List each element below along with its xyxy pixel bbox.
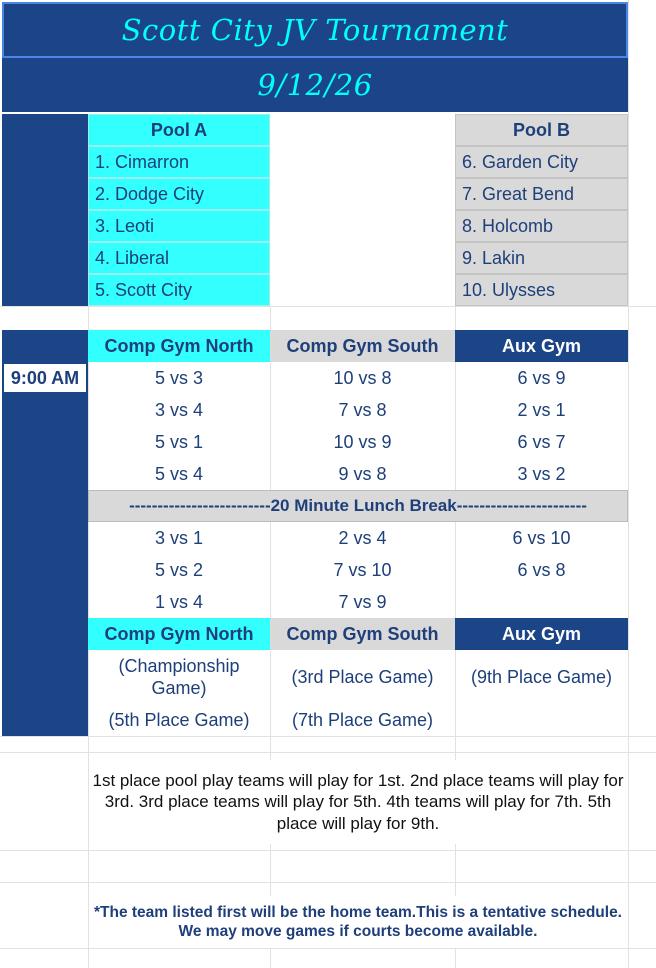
pool-b-team[interactable]: 6. Garden City xyxy=(455,146,628,178)
start-time[interactable]: 9:00 AM xyxy=(2,362,88,394)
game-cell[interactable]: 2 vs 4 xyxy=(338,527,387,548)
gridline xyxy=(0,306,656,307)
game-cell[interactable] xyxy=(455,586,628,618)
game-cell[interactable]: 6 vs 7 xyxy=(517,431,566,452)
game-cell[interactable]: 1 vs 4 xyxy=(154,591,204,612)
pool-left-margin xyxy=(2,114,88,306)
pool-a-team[interactable]: 5. Scott City xyxy=(88,274,270,306)
pool-a-team[interactable]: 1. Cimarron xyxy=(88,146,270,178)
game-cell[interactable]: 5 vs 4 xyxy=(154,463,204,484)
gridline xyxy=(628,0,629,968)
lunch-break-banner[interactable]: -------------------------20 Minute Lunch Break----------------------- xyxy=(88,490,628,522)
game-cell[interactable]: 2 vs 1 xyxy=(517,399,566,420)
game-cell[interactable]: 5 vs 1 xyxy=(154,431,204,452)
tournament-date: 9/12/26 xyxy=(257,67,373,102)
gridline xyxy=(0,882,656,883)
game-cell[interactable]: 7 vs 8 xyxy=(338,399,387,420)
court-header-aux[interactable]: Aux Gym xyxy=(455,330,628,362)
gridline xyxy=(0,736,656,737)
placement-game-cell[interactable]: (3rd Place Game) xyxy=(291,666,434,687)
game-cell[interactable]: 5 vs 2 xyxy=(154,559,204,580)
game-cell[interactable]: 9 vs 8 xyxy=(338,463,387,484)
title-cell[interactable] xyxy=(2,2,628,58)
pool-a-team[interactable]: 4. Liberal xyxy=(88,242,270,274)
game-cell[interactable]: 5 vs 3 xyxy=(154,367,204,388)
home-team-note[interactable]: *The team listed first will be the home team.This is a tentative schedule. We may move games if courts become available. xyxy=(92,896,624,948)
game-cell[interactable]: 10 vs 8 xyxy=(333,367,392,388)
schedule-left-margin xyxy=(2,330,88,362)
pool-a-team[interactable]: 3. Leoti xyxy=(88,210,270,242)
pool-a-team[interactable]: 2. Dodge City xyxy=(88,178,270,210)
placement-game-cell[interactable]: (5th Place Game) xyxy=(108,709,250,730)
tournament-title: Scott City JV Tournament xyxy=(121,12,509,47)
gridline xyxy=(0,850,656,851)
game-cell[interactable]: 7 vs 9 xyxy=(338,591,387,612)
gridline xyxy=(0,948,656,949)
court-header-aux[interactable]: Aux Gym xyxy=(455,618,628,650)
game-cell[interactable]: 7 vs 10 xyxy=(333,559,392,580)
game-cell[interactable]: 3 vs 4 xyxy=(154,399,204,420)
game-cell[interactable]: 6 vs 9 xyxy=(517,367,566,388)
game-cell[interactable]: 3 vs 2 xyxy=(517,463,566,484)
date-cell[interactable] xyxy=(2,58,628,112)
pool-b-team[interactable]: 7. Great Bend xyxy=(455,178,628,210)
schedule-left-margin xyxy=(2,394,88,736)
placement-game-cell[interactable] xyxy=(455,704,628,736)
pool-b-team[interactable]: 10. Ulysses xyxy=(455,274,628,306)
gridline xyxy=(0,752,656,753)
court-header-south[interactable]: Comp Gym South xyxy=(270,618,455,650)
court-header-south[interactable]: Comp Gym South xyxy=(270,330,455,362)
game-cell[interactable]: 3 vs 1 xyxy=(154,527,204,548)
game-cell[interactable]: 6 vs 8 xyxy=(517,559,566,580)
placement-game-cell[interactable]: (Championship Game) xyxy=(118,655,240,698)
placement-game-cell[interactable]: (7th Place Game) xyxy=(291,709,434,730)
game-cell[interactable]: 6 vs 10 xyxy=(512,527,571,548)
placement-note[interactable]: 1st place pool play teams will play for 1st. 2nd place teams will play for 3rd. 3rd place teams will play for 5th. 4th teams will play for 7th. 5th place will play for 9th. xyxy=(92,760,624,844)
court-header-north[interactable]: Comp Gym North xyxy=(88,618,270,650)
court-header-north[interactable]: Comp Gym North xyxy=(88,330,270,362)
placement-game-cell[interactable]: (9th Place Game) xyxy=(470,666,613,687)
game-cell[interactable]: 10 vs 9 xyxy=(333,431,392,452)
pool-b-header[interactable]: Pool B xyxy=(455,114,628,146)
pool-a-header[interactable]: Pool A xyxy=(88,114,270,146)
pool-b-team[interactable]: 8. Holcomb xyxy=(455,210,628,242)
pool-b-team[interactable]: 9. Lakin xyxy=(455,242,628,274)
